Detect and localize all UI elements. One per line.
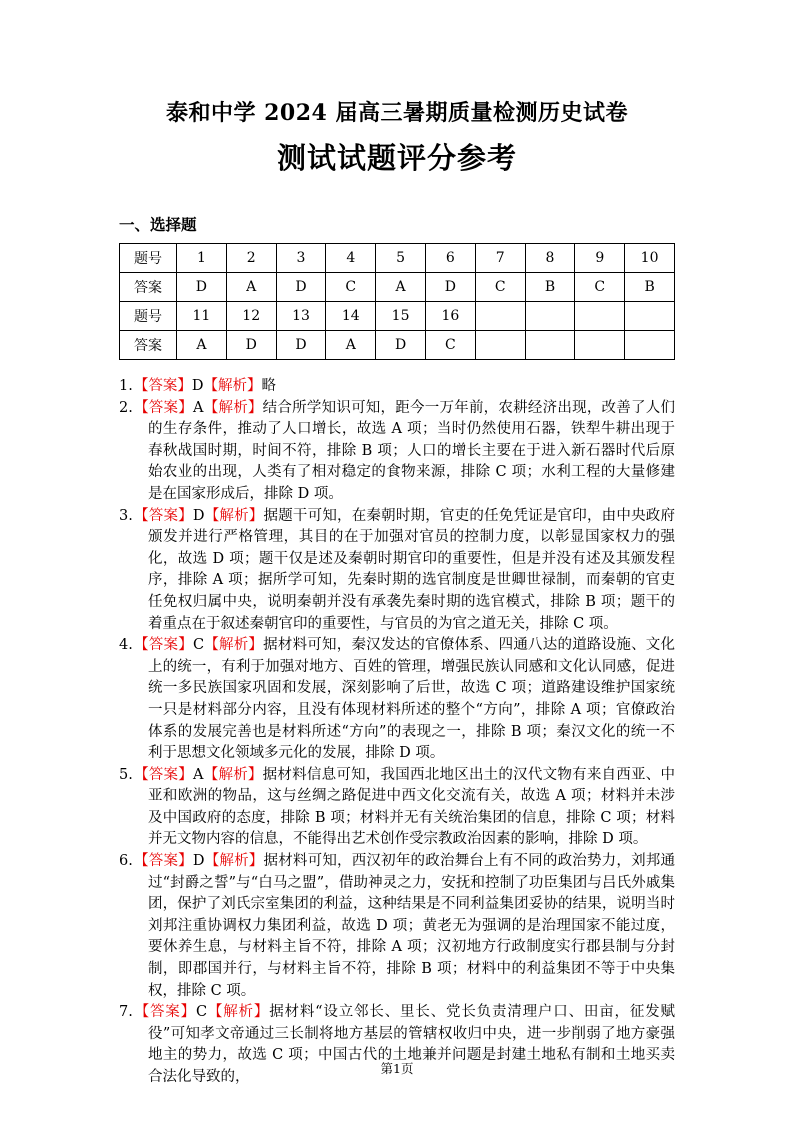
table-cell: D (226, 331, 276, 360)
table-cell: D (177, 273, 227, 302)
table-cell: 5 (376, 244, 426, 273)
table-cell: D (376, 331, 426, 360)
answer-item-5 (119, 765, 675, 851)
answer-label: 【答案】 (133, 1004, 196, 1021)
analysis-text: 据材料“设立邻长、里长、党长负责清理户口、田亩，征发赋役”可知孝文帝通过三长制将地方基层的管辖权收归中央，进一步削弱了地方豪强地主的势力，故选 C 项；中国古代的土地兼并问题是封建土地私有制和土地买卖合法化导致的， (148, 1004, 676, 1085)
answer-item-3 (119, 506, 675, 636)
explanations-list (119, 376, 675, 1089)
answer-letter: A (193, 766, 204, 783)
table-cell: C (425, 331, 475, 360)
table-cell: A (226, 273, 276, 302)
table-cell (475, 302, 525, 331)
item-number: 2. (119, 399, 133, 416)
table-cell: A (376, 273, 426, 302)
answer-letter: D (191, 378, 204, 394)
answer-label: 【答案】 (133, 378, 192, 394)
table-cell (625, 331, 675, 360)
item-number: 6. (119, 853, 133, 870)
answer-label: 【答案】 (133, 399, 194, 416)
answer-label: 【答案】 (133, 766, 194, 783)
table-cell: 8 (525, 244, 575, 273)
answer-label: 【答案】 (133, 637, 193, 654)
analysis-text: 据材料信息可知，我国西北地区出土的汉代文物有来自西亚、中亚和欧洲的物品，这与丝绸之路促进中西文化交流有关，故选 A 项；材料并未涉及中国政府的态度，排除 B 项；材料并无有关统治集团的信息，排除 C 项；材料并无文物内容的信息，不能得出艺术创作受宗教政治因素的影响，排除 D 项。 (148, 766, 675, 848)
answer-label: 【答案】 (133, 507, 193, 524)
table-cell (575, 302, 625, 331)
section-heading-choice-questions: 一、选择题 (119, 215, 197, 234)
table-cell (525, 331, 575, 360)
table-cell: 4 (326, 244, 376, 273)
table-cell: C (575, 273, 625, 302)
analysis-label: 【解析】 (203, 766, 263, 783)
table-cell: 7 (475, 244, 525, 273)
document-subtitle: 测试试题评分参考 (276, 141, 517, 175)
analysis-label: 【解析】 (204, 637, 264, 654)
item-number: 5. (119, 766, 133, 783)
table-cell: 答案 (120, 273, 177, 302)
analysis-text: 据材料可知，西汉初年的政治舞台上有不同的政治势力，刘邦通过“封爵之誓”与“白马之盟”，借助神灵之力，安抚和控制了功臣集团与吕氏外戚集团，保护了刘氏宗室集团的利益，这种结果是不同利益集团妥协的结果，说明当时刘邦注重协调权力集团利益，故选 D 项；黄老无为强调的是治理国家不能过度，要休养生息，与材料主旨不符，排除 A 项；汉初地方行政制度实行郡县制与分封制，即郡国并行，与材料主旨不符，排除 B 项；材料中的利益集团不等于中央集权，排除 C 项。 (148, 853, 675, 999)
analysis-label: 【解析】 (203, 378, 262, 394)
answer-item-6 (119, 851, 675, 1002)
answer-item-2 (119, 398, 675, 506)
answer-letter: C (195, 1004, 208, 1021)
table-cell: 题号 (120, 302, 177, 331)
analysis-label: 【解析】 (204, 507, 264, 524)
item-number: 4. (119, 637, 133, 654)
analysis-text: 据题干可知，在秦朝时期，官吏的任免凭证是官印，由中央政府颁发并进行严格管理，其目的在于加强对官员的控制力度，以彰显国家权力的强化，故选 D 项；题干仅是述及秦朝时期官印的重要性，但是并没有述及其颁发程序，排除 A 项；据所学可知，先秦时期的选官制度是世卿世禄制，而秦朝的官吏任免权归属中央，说明秦朝并没有承袭先秦时期的选官模式，排除 B 项；题干的着重点在于叙述秦朝官印的重要性，与官员的为官之道无关，排除 C 项。 (148, 507, 675, 632)
page-number: 第1页 (380, 1061, 414, 1076)
answer-item-4 (119, 635, 675, 765)
answer-label: 【答案】 (133, 853, 193, 870)
table-cell: D (425, 273, 475, 302)
table-cell: A (326, 331, 376, 360)
table-cell (625, 302, 675, 331)
answer-letter: A (193, 399, 204, 416)
table-cell: 9 (575, 244, 625, 273)
analysis-label: 【解析】 (204, 853, 264, 870)
table-cell: 15 (376, 302, 426, 331)
table-cell: 12 (226, 302, 276, 331)
table-row (120, 331, 675, 360)
answer-letter: C (192, 637, 205, 654)
table-cell: 14 (326, 302, 376, 331)
table-cell (525, 302, 575, 331)
analysis-text: 略 (261, 378, 276, 394)
table-cell: 10 (625, 244, 675, 273)
table-cell: 题号 (120, 244, 177, 273)
table-row (120, 273, 675, 302)
answer-letter: D (192, 507, 205, 524)
table-cell: 16 (425, 302, 475, 331)
item-number: 3. (119, 507, 133, 524)
table-cell: D (276, 331, 326, 360)
table-cell: 11 (177, 302, 227, 331)
analysis-text: 结合所学知识可知，距今一万年前，农耕经济出现，改善了人们的生存条件，推动了人口增长，故选 A 项；当时仍然使用石器，铁犁牛耕出现于春秋战国时期，时间不符，排除 B 项；人口的增长主要在于进入新石器时代后原始农业的出现，人类有了相对稳定的食物来源，排除 C 项；水利工程的大量修建是在国家形成后，排除 D 项。 (148, 399, 675, 502)
table-cell: 3 (276, 244, 326, 273)
document-title: 泰和中学 2024 届高三暑期质量检测历史试卷 (165, 100, 629, 126)
table-row (120, 302, 675, 331)
table-cell (575, 331, 625, 360)
answer-key-table (119, 243, 675, 360)
analysis-text: 据材料可知，秦汉发达的官僚体系、四通八达的道路设施、文化上的统一，有利于加强对地方、百姓的管理，增强民族认同感和文化认同感，促进统一多民族国家巩固和发展，深刻影响了后世，故选 C 项；道路建设维护国家统一只是材料部分内容，且没有体现材料所述的整个“方向”，排除 A 项；官僚政治体系的发展完善也是材料所述“方向”的表现之一，排除 B 项；秦汉文化的统一不利于思想文化领域多元化的发展，排除 D 项。 (148, 637, 676, 762)
table-cell: 6 (425, 244, 475, 273)
table-cell: A (177, 331, 227, 360)
answer-letter: D (192, 853, 205, 870)
table-cell: 答案 (120, 331, 177, 360)
item-number: 7. (119, 1004, 133, 1021)
table-cell: D (276, 273, 326, 302)
item-number: 1. (119, 378, 133, 394)
table-row (120, 244, 675, 273)
analysis-label: 【解析】 (207, 1004, 270, 1021)
table-cell: B (625, 273, 675, 302)
table-cell: 13 (276, 302, 326, 331)
table-cell: 1 (177, 244, 227, 273)
table-cell: C (326, 273, 376, 302)
table-cell (475, 331, 525, 360)
answer-item-1 (119, 376, 675, 398)
table-cell: C (475, 273, 525, 302)
table-cell: 2 (226, 244, 276, 273)
table-cell: B (525, 273, 575, 302)
analysis-label: 【解析】 (203, 399, 263, 416)
